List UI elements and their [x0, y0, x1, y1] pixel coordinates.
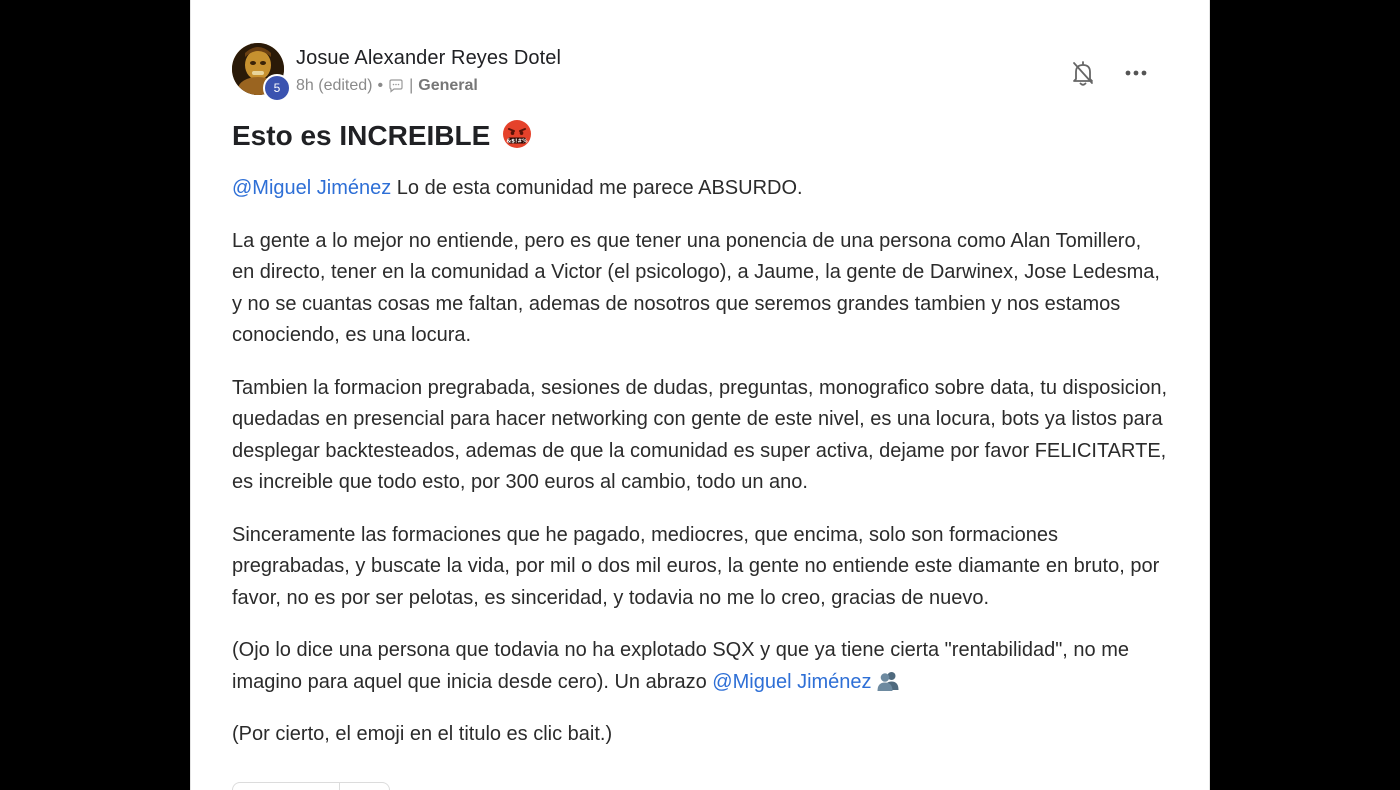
- paragraph-3: Tambien la formacion pregrabada, sesiones de dudas, preguntas, monografico sobre data, tu disposicion, quedadas en presencial para hacer networking con gente de este nivel, es una locura, bots ya listos para desplegar backtesteados, ademas de que la comunidad es super activa, dejame por favor FELICITARTE, es increible que todo esto, por 300 euros al cambio, todo un ano.: [232, 376, 1168, 493]
- more-horizontal-icon[interactable]: [1123, 61, 1149, 85]
- mention-link[interactable]: @Miguel Jiménez: [712, 670, 872, 693]
- post-time: 8h (edited): [296, 77, 373, 94]
- bell-slash-icon[interactable]: [1071, 59, 1095, 87]
- post-title-text: Esto es INCREIBLE: [232, 120, 491, 151]
- category-link[interactable]: General: [418, 77, 478, 94]
- post-meta: [296, 77, 478, 95]
- paragraph-5-text: (Ojo lo dice una persona que todavia no ha explotado SQX y que ya tiene cierta "rentabilidad", no me imagino para aquel que inicia desde cero). Un abrazo: [232, 639, 1129, 693]
- post-body: [232, 173, 1167, 772]
- meta-separator: •: [377, 77, 384, 94]
- reaction-bar[interactable]: [232, 782, 390, 790]
- paragraph-6: (Por cierto, el emoji en el titulo es clic bait.): [232, 723, 613, 745]
- paragraph-2: La gente a lo mejor no entiende, pero es que tener una ponencia de una persona como Alan Tomillero, en directo, tener en la comunidad a Victor (el psicologo), a Jaume, la gente de Darwinex, Jose Ledesma, y no se cuantas cosas me faltan, ademas de nosotros que seremos grandes tambien y nos estamos conociendo, es una locura.: [232, 229, 1160, 346]
- author-name[interactable]: Josue Alexander Reyes Dotel: [296, 47, 562, 69]
- post-title: [232, 119, 532, 152]
- paragraph-4: Sinceramente las formaciones que he pagado, mediocres, que encima, solo son formaciones pregrabadas, y buscate la vida, por mil o dos mil euros, la gente no entiende este diamante en bruto, por favor, no es por ser pelotas, es sinceridad, y todavia no me lo creo, gracias de nuevo.: [232, 523, 1160, 609]
- svg-text:&$!#%: &$!#%: [506, 138, 528, 145]
- busts-in-silhouette-emoji: [876, 669, 900, 691]
- mention-link[interactable]: @Miguel Jiménez: [232, 177, 392, 199]
- reaction-divider: [339, 783, 340, 790]
- paragraph-1: [232, 173, 1167, 205]
- category-prefix: |: [409, 77, 414, 94]
- paragraph-5: [232, 635, 1167, 698]
- paragraph-1-text: Lo de esta comunidad me parece ABSURDO.: [391, 177, 803, 199]
- level-badge: 5: [263, 74, 291, 102]
- post-card: [190, 0, 1210, 790]
- comment-bubble-icon: [388, 78, 404, 94]
- face-with-symbols-on-mouth-emoji: [502, 119, 532, 149]
